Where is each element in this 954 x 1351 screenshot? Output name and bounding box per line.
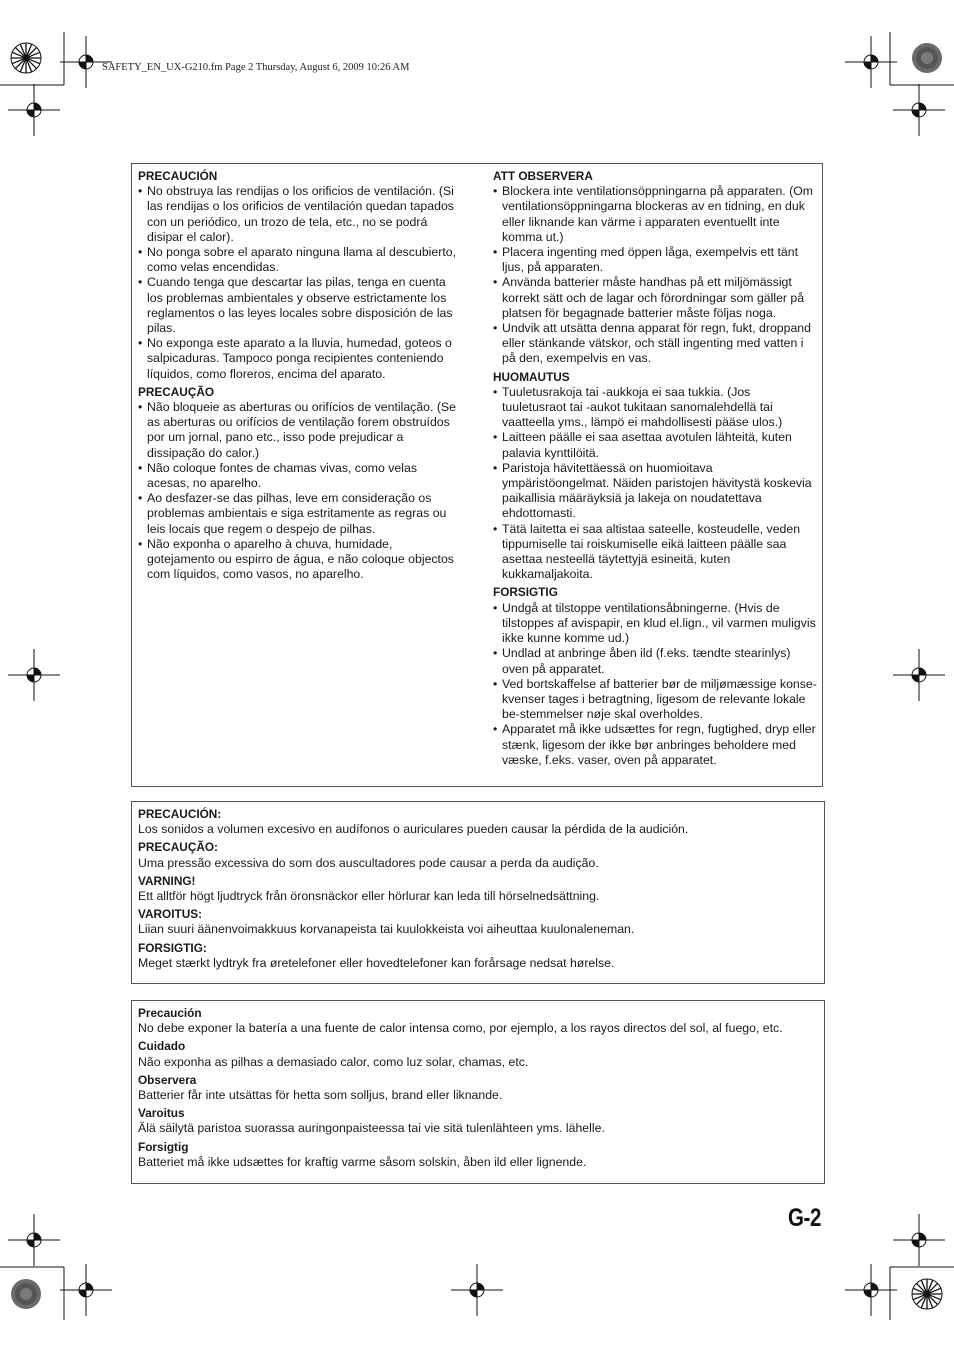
list-item: • Não exponha o aparelho à chuva, humidade, gotejamento ou espirro de água, e não coloque objectos com líquidos, como vasos, no aparelho. <box>138 537 460 583</box>
list-item: • Undvik att utsätta denna apparat för regn, fukt, droppand eller stänkande vätskor, och ställ ingenting med vatten i på den, exempelvis en vas. <box>493 321 817 367</box>
warning-heading: FORSIGTIG: <box>138 940 207 955</box>
section-heading: PRECAUÇÃO <box>138 384 215 399</box>
section-heading: PRECAUCIÓN <box>138 169 218 183</box>
warning-heading: Precaución <box>138 1006 202 1020</box>
warning-heading: Varoitus <box>138 1106 185 1121</box>
section-heading: HUOMAUTUS <box>493 369 570 384</box>
file-info-header: SAFETY_EN_UX-G210.fm Page 2 Thursday, August 6, 2009 10:26 AM <box>102 62 410 73</box>
list-item: • Não bloqueie as aberturas ou orifícios de ventilação. (Se as aberturas ou orifícios de ventilação forem obstruídos por um jornal, pano etc., isso pode prejudicar a dissipação do calor.) <box>138 400 460 461</box>
list-item: • Ao desfazer-se das pilhas, leve em consideração os problemas ambientais e siga estritamente as regras ou leis locais que regem o despejo de pilhas. <box>138 491 460 537</box>
page-number: G-2 <box>788 1204 821 1232</box>
list-item: • No ponga sobre el aparato ninguna llama al descubierto, como velas encendidas. <box>138 245 460 275</box>
left-column <box>138 169 460 582</box>
safety-warnings-box <box>131 163 823 787</box>
warning-text: No debe exponer la batería a una fuente de calor intensa como, por ejemplo, a los rayos directos del sol, al fuego, etc. <box>138 1021 783 1036</box>
list-item: • No exponga este aparato a la lluvia, humedad, goteos o salpicaduras. Tampoco ponga recipientes conteniendo líquidos, como floreros, encima del aparato. <box>138 336 460 382</box>
warning-text: Älä säilytä paristoa suorassa auringonpaisteessa tai vie sitä tulenlähteen yms. lähelle. <box>138 1121 605 1136</box>
warning-heading: PRECAUÇÃO: <box>138 840 218 855</box>
list-item: • Não coloque fontes de chamas vivas, como velas acesas, no aparelho. <box>138 461 460 491</box>
warning-text: Liian suuri äänenvoimakkuus korvanapeista tai kuulokkeista voi aiheuttaa kuulonaleneman. <box>138 922 635 937</box>
warning-heading: VARNING! <box>138 873 196 888</box>
section-att-observera <box>493 169 817 367</box>
list-item: • Apparatet må ikke udsættes for regn, fugtighed, dryp eller stænk, ligesom der ikke bør anbringes beholdere med væske, f.eks. vaser, oven på apparatet. <box>493 722 817 768</box>
warning-heading: Cuidado <box>138 1039 186 1054</box>
list-item: • Laitteen päälle ei saa asettaa avotulen lähteitä, kuten palavia kynttilöitä. <box>493 430 817 460</box>
section-heading: FORSIGTIG <box>493 585 558 600</box>
list-item: • Undgå at tilstoppe ventilationsåbningerne. (Hvis de tilstoppes af avispapir, en klud el.lign., vil varmen muligvis ikke kunne komme ud.) <box>493 601 817 647</box>
section-heading: ATT OBSERVERA <box>493 169 593 183</box>
section-precaucao <box>138 385 460 583</box>
warning-heading: Observera <box>138 1072 197 1087</box>
list-item: • No obstruya las rendijas o los orificios de ventilación. (Si las rendijas o los orificios de ventilación quedan tapados con un periódico, un trozo de tela, etc., no se podrá disipar el calor). <box>138 184 460 245</box>
warning-heading: VAROITUS: <box>138 907 203 922</box>
warning-text: Batteriet må ikke udsættes for kraftig varme såsom solskin, åben ild eller lignende. <box>138 1154 587 1169</box>
section-forsigtig <box>493 585 817 767</box>
list-item: • Ved bortskaffelse af batterier bør de miljømæssige konse-kvenser tages i betragtning, ligesom de relevante lokale be-stemmelser nøje skal overholdes. <box>493 677 817 723</box>
battery-warning-box <box>131 1000 825 1184</box>
list-item: • Blockera inte ventilationsöppningarna på apparaten. (Om ventilationsöppningarna blockeras av en tidning, en duk eller liknande kan värme i apparaten eventuellt inte komma ut.) <box>493 184 817 245</box>
warning-text: Uma pressão excessiva do som dos auscultadores pode causar a perda da audição. <box>138 855 599 870</box>
list-item: • Undlad at anbringe åben ild (f.eks. tændte stearinlys) oven på apparatet. <box>493 646 817 676</box>
right-column <box>493 169 817 768</box>
hearing-warning-box <box>131 801 825 984</box>
list-item: • Tätä laitetta ei saa altistaa sateelle, kosteudelle, veden tippumiselle tai roiskumiselle eikä laitteen päälle saa asettaa nesteellä täytettyjä esineitä, kuten kukkamaljakoita. <box>493 522 817 583</box>
warning-text: Ett alltför högt ljudtryck från öronsnäckor eller hörlurar kan leda till hörselnedsättning. <box>138 889 600 904</box>
warning-text: Meget stærkt lydtryk fra øretelefoner eller hovedtelefoner kan forårsage nedsat hørelse. <box>138 955 615 970</box>
list-item: • Tuuletusrakoja tai -aukkoja ei saa tukkia. (Jos tuuletusraot tai -aukot tukitaan sanomalehdellä tai vaatteella yms., lämpö ei mahdollisesti pääse ulos.) <box>493 385 817 431</box>
section-huomautus <box>493 370 817 583</box>
list-item: • Paristoja hävitettäessä on huomioitava ympäristöongelmat. Näiden paristojen hävitystä koskevia paikallisia määräyksiä ja lakeja on noudatettava ehdottomasti. <box>493 461 817 522</box>
list-item: • Placera ingenting med öppen låga, exempelvis ett tänt ljus, på apparaten. <box>493 245 817 275</box>
warning-text: Não exponha as pilhas a demasiado calor, como luz solar, chamas, etc. <box>138 1054 529 1069</box>
warning-text: Los sonidos a volumen excesivo en audífonos o auriculares pueden causar la pérdida de la audición. <box>138 822 689 837</box>
section-precaucion <box>138 169 460 382</box>
warning-heading: Forsigtig <box>138 1139 189 1154</box>
list-item: • Använda batterier måste handhas på ett miljömässigt korrekt sätt och de lagar och förordningar som gäller på platsen för begagnade batterier måste följas noga. <box>493 275 817 321</box>
warning-text: Batterier får inte utsättas för hetta som solljus, brand eller liknande. <box>138 1088 503 1103</box>
list-item: • Cuando tenga que descartar las pilas, tenga en cuenta los problemas ambientales y observe estrictamente los reglamentos o las leyes locales sobre disposición de las pilas. <box>138 275 460 336</box>
warning-heading: PRECAUCIÓN: <box>138 807 222 821</box>
